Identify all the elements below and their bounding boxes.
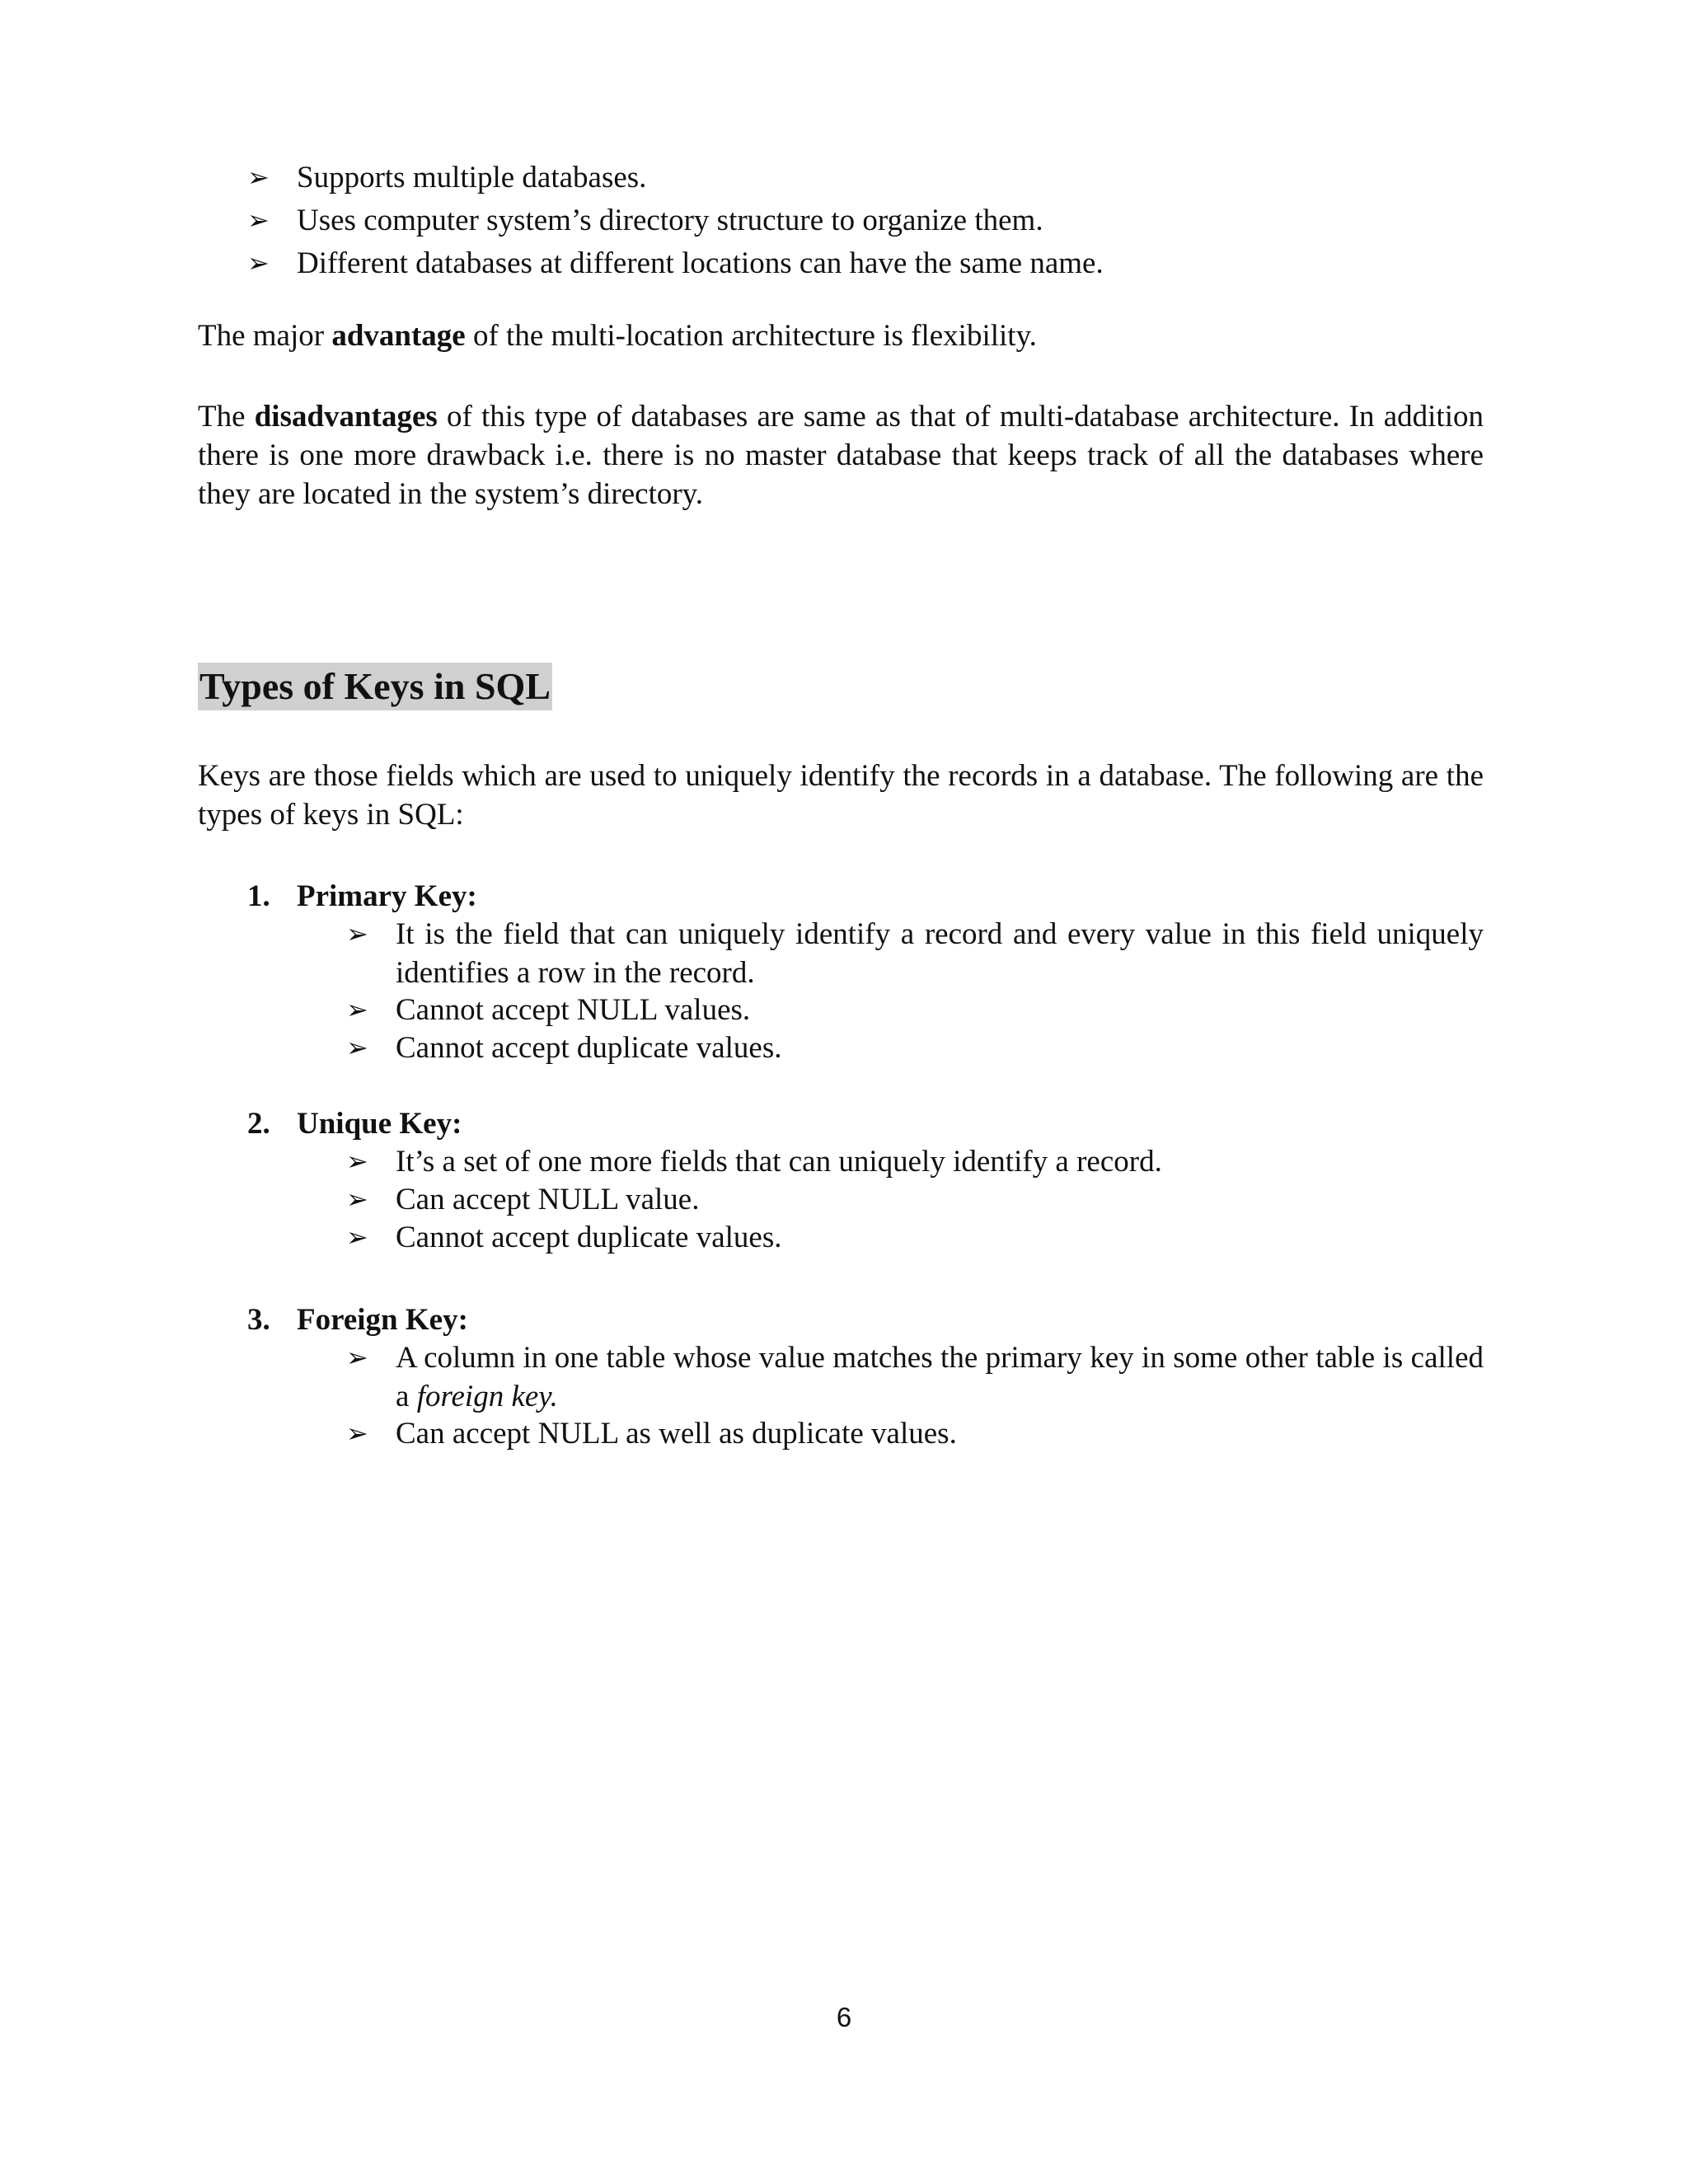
list-number: 2. xyxy=(247,1107,270,1141)
bullet-text: Can accept NULL value. xyxy=(396,1183,700,1216)
list-item xyxy=(346,991,750,1029)
list-item xyxy=(346,1414,957,1453)
key-title: Foreign Key: xyxy=(297,1303,468,1337)
arrowhead-bullet-icon: ➢ xyxy=(346,1342,368,1373)
intro-paragraph: Keys are those fields which are used to uniquely identify the records in a database. The following are the types of keys in SQL: xyxy=(198,759,1484,832)
paragraph-text: The xyxy=(198,400,255,434)
arrowhead-bullet-icon: ➢ xyxy=(346,1418,368,1449)
disadvantage-paragraph xyxy=(198,397,1484,513)
list-number: 1. xyxy=(247,879,270,913)
bullet-text: Different databases at different locations can have the same name. xyxy=(297,246,1104,280)
list-item xyxy=(247,158,646,197)
section-heading: Types of Keys in SQL xyxy=(198,663,552,710)
list-item xyxy=(346,1029,781,1067)
bullet-text-part: A column in one table whose value matches the primary key in some other table is called a xyxy=(396,1341,1484,1413)
list-item xyxy=(346,1180,699,1219)
key-title: Unique Key: xyxy=(297,1107,462,1141)
paragraph-text: of this type of databases are same as that of multi-database architecture. In addition there is one more drawback i.e. there is no master database that keeps track of all the databases where they are located in the system’s directory. xyxy=(198,400,1484,511)
list-item xyxy=(346,1338,1484,1416)
bullet-text: Cannot accept duplicate values. xyxy=(396,1031,782,1065)
list-item xyxy=(346,1142,1162,1181)
list-item xyxy=(346,1218,781,1257)
arrowhead-bullet-icon: ➢ xyxy=(346,994,368,1025)
key-title: Primary Key: xyxy=(297,879,477,913)
bullet-text: Can accept NULL as well as duplicate values. xyxy=(396,1417,957,1451)
arrowhead-bullet-icon: ➢ xyxy=(346,1221,368,1253)
arrowhead-bullet-icon: ➢ xyxy=(247,204,270,236)
arrowhead-bullet-icon: ➢ xyxy=(346,918,368,949)
list-item xyxy=(247,201,1043,240)
bullet-text: Uses computer system’s directory structure to organize them. xyxy=(297,204,1043,237)
arrowhead-bullet-icon: ➢ xyxy=(346,1146,368,1177)
arrowhead-bullet-icon: ➢ xyxy=(346,1183,368,1215)
bold-term: advantage xyxy=(331,319,466,353)
bullet-text: Cannot accept NULL values. xyxy=(396,993,751,1027)
list-number: 3. xyxy=(247,1303,270,1337)
bullet-text: It’s a set of one more fields that can uniquely identify a record. xyxy=(396,1145,1162,1179)
key-heading-unique xyxy=(247,1104,462,1143)
bullet-text xyxy=(396,1338,1484,1416)
paragraph-text: The major xyxy=(198,319,332,353)
key-heading-foreign xyxy=(247,1301,468,1339)
bullet-text: It is the field that can uniquely identify a record and every value in this field uniquely identifies a row in the record. xyxy=(396,917,1484,990)
arrowhead-bullet-icon: ➢ xyxy=(247,162,270,193)
arrowhead-bullet-icon: ➢ xyxy=(346,1032,368,1063)
bullet-text: Cannot accept duplicate values. xyxy=(396,1221,782,1254)
paragraph-text: of the multi-location architecture is flexibility. xyxy=(465,319,1037,353)
arrowhead-bullet-icon: ➢ xyxy=(247,247,270,279)
italic-term: foreign key. xyxy=(416,1380,558,1413)
list-item xyxy=(247,244,1104,283)
key-heading-primary xyxy=(247,877,477,916)
advantage-paragraph xyxy=(198,316,1484,355)
bullet-text: Supports multiple databases. xyxy=(297,161,647,194)
bold-term: disadvantages xyxy=(254,400,438,434)
page-number: 6 xyxy=(836,2002,852,2032)
list-item xyxy=(346,915,1484,992)
